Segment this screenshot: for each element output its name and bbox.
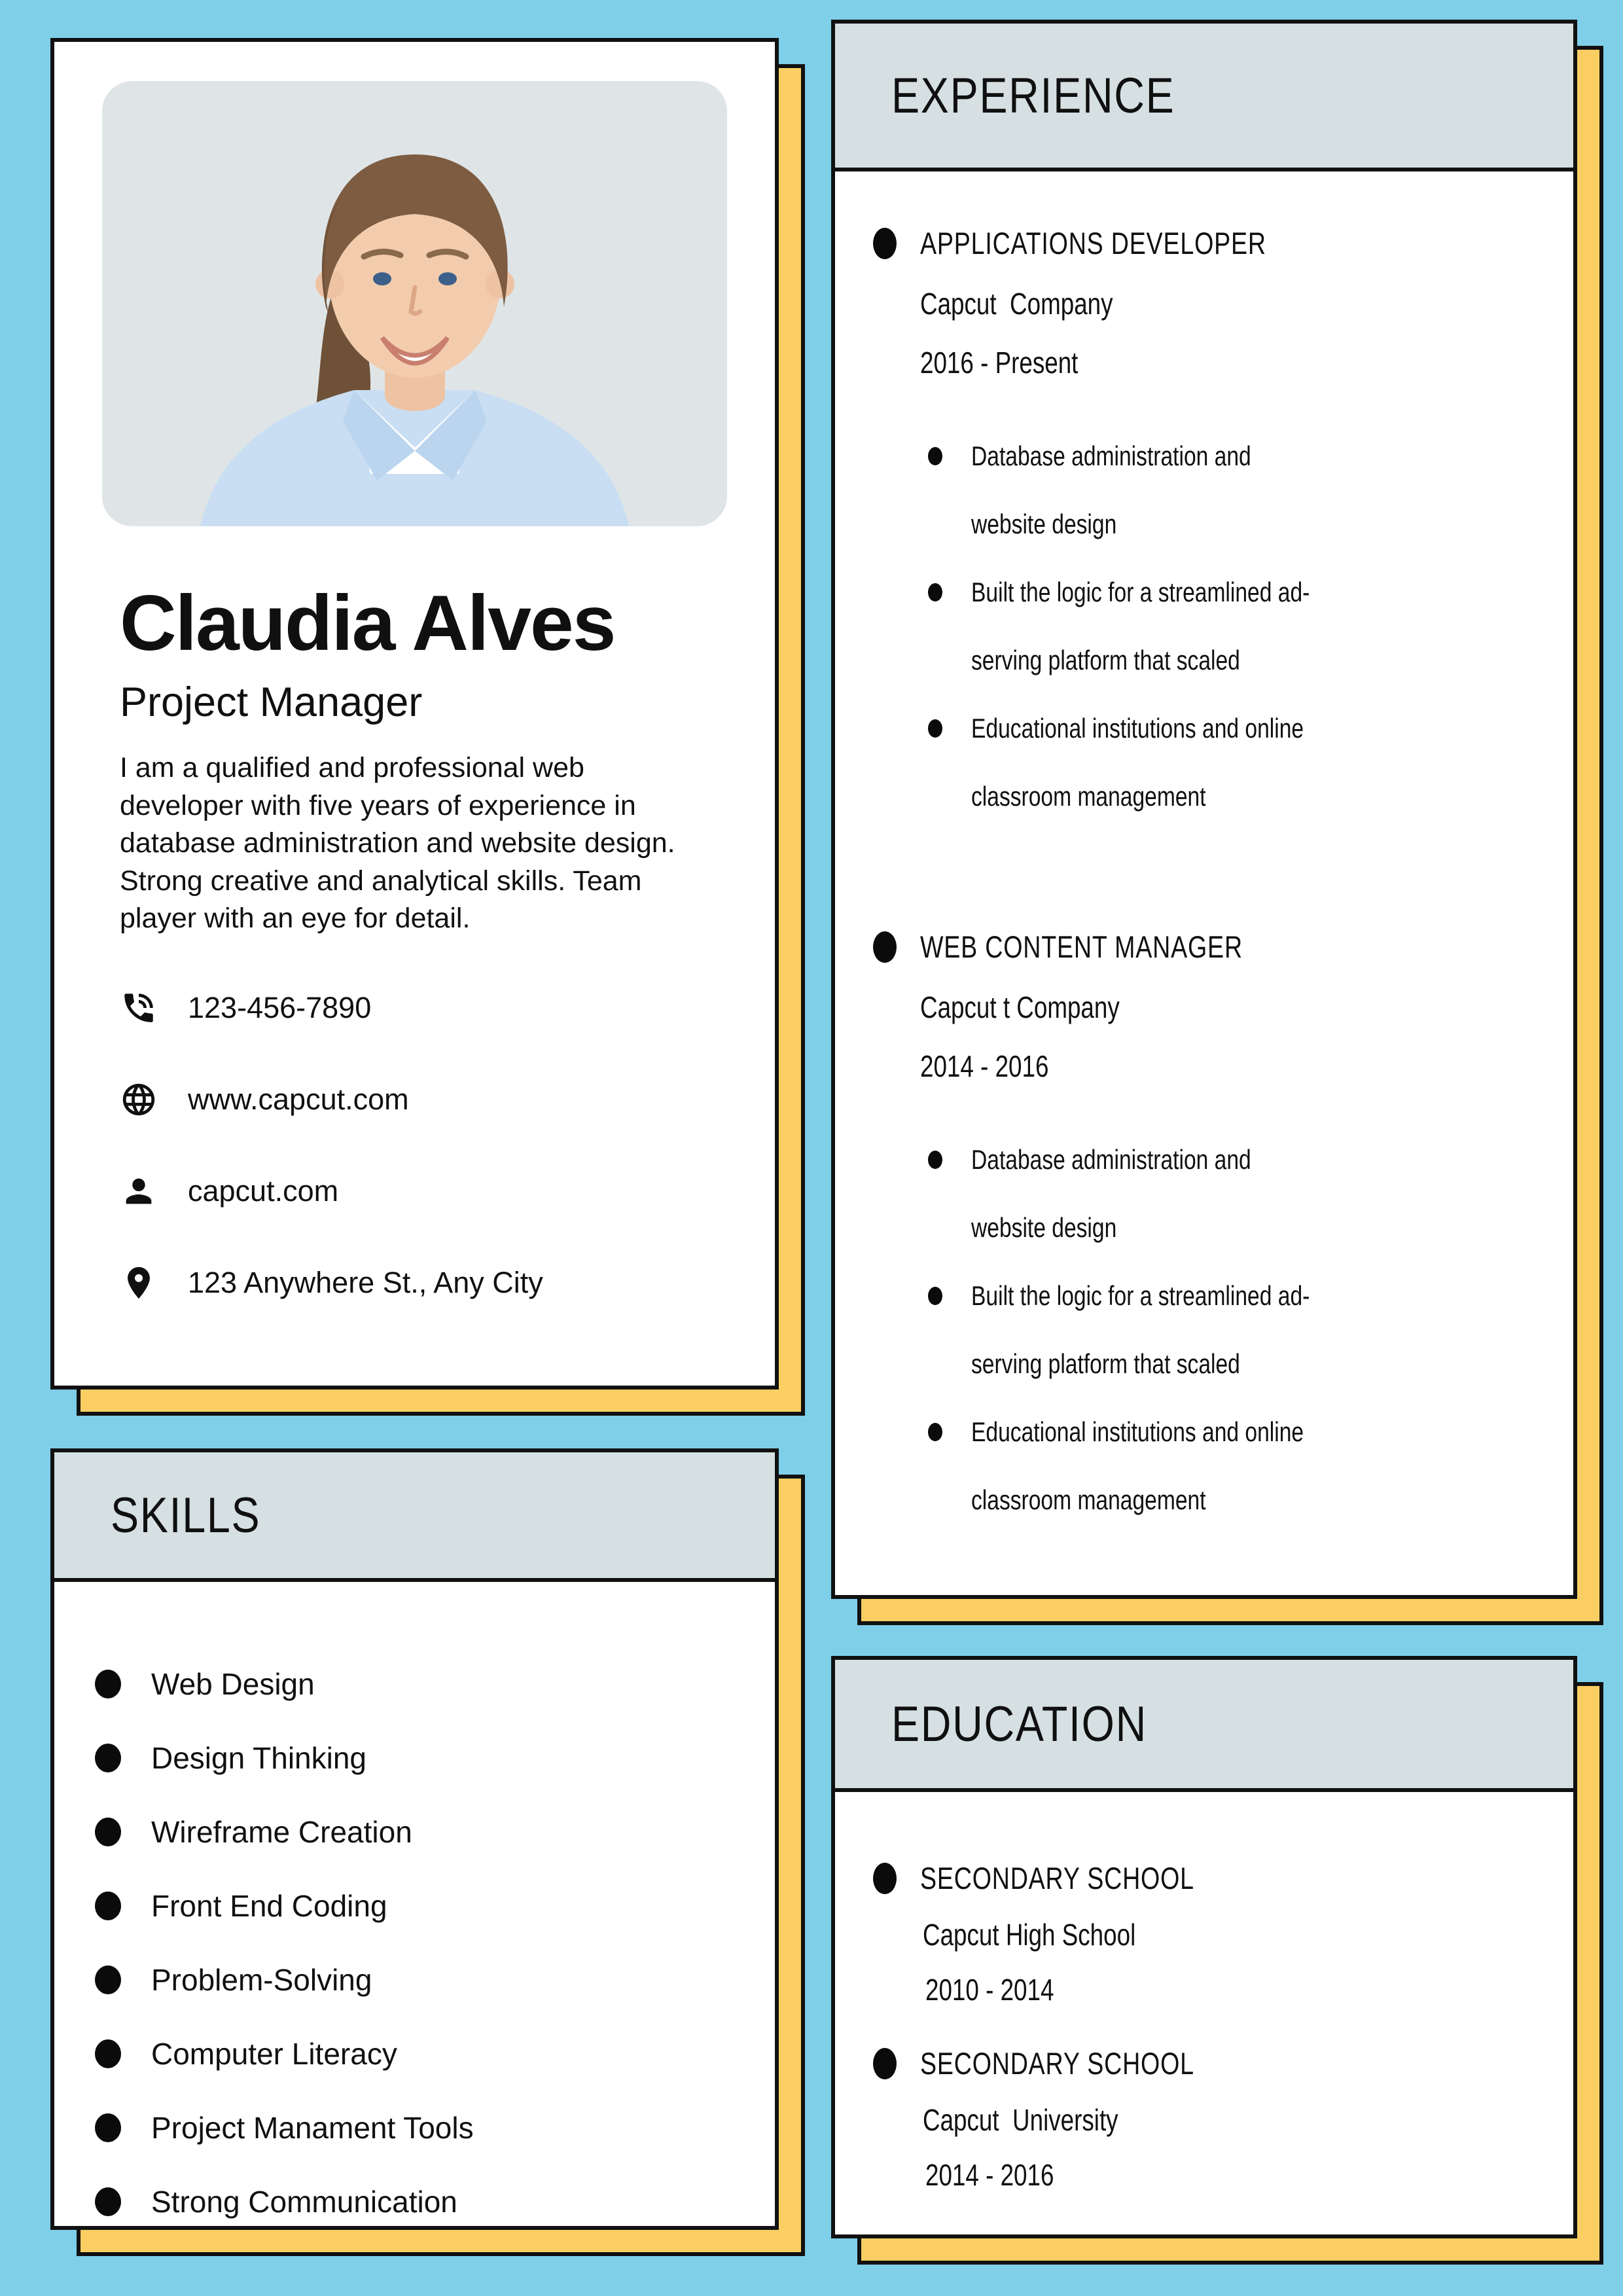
skill-item	[95, 2183, 775, 2220]
bullet-icon	[95, 2187, 121, 2216]
bullet-line: Database administration and	[971, 440, 1251, 471]
bullet-line: serving platform that scaled	[971, 1348, 1240, 1379]
profile-summary: I am a qualified and professional web developer with five years of experience in database administration and website design. Strong creative and analytical skills. Team player with an eye for detail.	[120, 752, 675, 935]
job-bullet	[928, 558, 1541, 694]
bullet-icon	[95, 1892, 121, 1920]
skill-item	[95, 1666, 775, 1702]
person-job-title: Project Manager	[120, 679, 423, 725]
profile-url-value: capcut.com	[188, 1174, 339, 1208]
skill-item	[95, 2109, 775, 2146]
bullet-line: website design	[971, 509, 1117, 539]
education-degree-row	[873, 1860, 1541, 1896]
sub-bullet-icon	[928, 583, 942, 601]
contact-list	[120, 989, 709, 1302]
bullet-icon	[95, 1818, 121, 1846]
education-school: Capcut University	[923, 2103, 1118, 2137]
bullet-line: Educational institutions and online	[971, 713, 1304, 744]
bullet-line: Educational institutions and online	[971, 1416, 1304, 1447]
sub-bullet-icon	[928, 1287, 942, 1305]
profile-body	[54, 579, 775, 1302]
education-entry-2	[873, 2045, 1541, 2193]
profile-photo	[102, 81, 727, 526]
bullet-line: Built the logic for a streamlined ad-	[971, 577, 1310, 607]
job-bullet-list	[928, 1126, 1541, 1534]
experience-header	[835, 24, 1573, 171]
bullet-icon	[873, 2048, 897, 2079]
bullet-line: Database administration and	[971, 1144, 1251, 1175]
skill-label: Wireframe Creation	[151, 1815, 412, 1849]
job-period: 2014 - 2016	[920, 1049, 1049, 1083]
bullet-icon	[873, 228, 897, 259]
education-degree: SECONDARY SCHOOL	[920, 1861, 1194, 1895]
bullet-line: serving platform that scaled	[971, 645, 1240, 675]
education-entry-1	[873, 1860, 1541, 2007]
job-title: WEB CONTENT MANAGER	[920, 929, 1243, 964]
job-bullet-list	[928, 422, 1541, 831]
bullet-icon	[873, 931, 897, 963]
location-icon	[120, 1264, 158, 1302]
skill-label: Computer Literacy	[151, 2037, 397, 2071]
job-entry-1	[873, 225, 1541, 831]
education-body	[835, 1792, 1573, 2193]
skill-label: Problem-Solving	[151, 1963, 372, 1997]
bullet-line: Built the logic for a streamlined ad-	[971, 1280, 1310, 1311]
bullet-icon	[95, 2039, 121, 2068]
job-bullet	[928, 422, 1541, 558]
website-value: www.capcut.com	[188, 1083, 409, 1117]
skills-card	[50, 1448, 779, 2230]
phone-icon	[120, 989, 158, 1027]
skill-item	[95, 1740, 775, 1776]
job-bullet	[928, 694, 1541, 831]
skill-item	[95, 1814, 775, 1850]
globe-icon	[120, 1081, 158, 1119]
skill-label: Project Manament Tools	[151, 2111, 474, 2145]
bullet-icon	[95, 2113, 121, 2142]
skill-label: Design Thinking	[151, 1741, 367, 1775]
bullet-icon	[95, 1670, 121, 1698]
job-title: APPLICATIONS DEVELOPER	[920, 226, 1266, 260]
profile-card	[50, 38, 779, 1390]
education-period: 2014 - 2016	[925, 2158, 1054, 2192]
bullet-icon	[95, 1965, 121, 1994]
contact-row-address	[120, 1264, 709, 1302]
portrait-illustration	[102, 81, 727, 526]
bullet-icon	[95, 1744, 121, 1772]
bullet-line: website design	[971, 1212, 1117, 1243]
skill-item	[95, 2036, 775, 2072]
job-company: Capcut t Company	[920, 990, 1120, 1024]
education-degree: SECONDARY SCHOOL	[920, 2046, 1194, 2081]
skills-header	[54, 1452, 775, 1582]
job-title-row	[873, 225, 1541, 261]
education-period: 2010 - 2014	[925, 1973, 1054, 2007]
contact-row-phone	[120, 989, 709, 1027]
job-bullet	[928, 1126, 1541, 1262]
address-value: 123 Anywhere St., Any City	[188, 1266, 543, 1300]
job-bullet	[928, 1398, 1541, 1534]
skill-item	[95, 1888, 775, 1924]
contact-row-website	[120, 1081, 709, 1119]
job-entry-2	[873, 929, 1541, 1534]
skills-header-label: SKILLS	[111, 1487, 261, 1543]
skill-label: Web Design	[151, 1667, 315, 1701]
phone-value: 123-456-7890	[188, 991, 372, 1025]
job-period: 2016 - Present	[920, 346, 1079, 380]
job-company: Capcut Company	[920, 287, 1113, 321]
skill-label: Strong Communication	[151, 2185, 457, 2219]
job-bullet	[928, 1262, 1541, 1398]
skill-item	[95, 1962, 775, 1998]
experience-card	[831, 20, 1577, 1599]
education-header-label: EDUCATION	[891, 1696, 1147, 1752]
bullet-icon	[873, 1863, 897, 1894]
sub-bullet-icon	[928, 1151, 942, 1169]
experience-header-label: EXPERIENCE	[891, 67, 1175, 124]
education-school: Capcut High School	[923, 1918, 1136, 1952]
skill-label: Front End Coding	[151, 1889, 387, 1923]
contact-row-profile	[120, 1172, 709, 1210]
education-header	[835, 1660, 1573, 1792]
sub-bullet-icon	[928, 1423, 942, 1441]
bullet-line: classroom management	[971, 781, 1206, 812]
sub-bullet-icon	[928, 447, 942, 465]
education-card	[831, 1656, 1577, 2238]
person-name: Claudia Alves	[120, 579, 615, 667]
education-degree-row	[873, 2045, 1541, 2081]
job-title-row	[873, 929, 1541, 965]
sub-bullet-icon	[928, 719, 942, 738]
experience-body	[835, 171, 1573, 1534]
bullet-line: classroom management	[971, 1484, 1206, 1515]
person-icon	[120, 1172, 158, 1210]
skills-list	[54, 1582, 775, 2220]
